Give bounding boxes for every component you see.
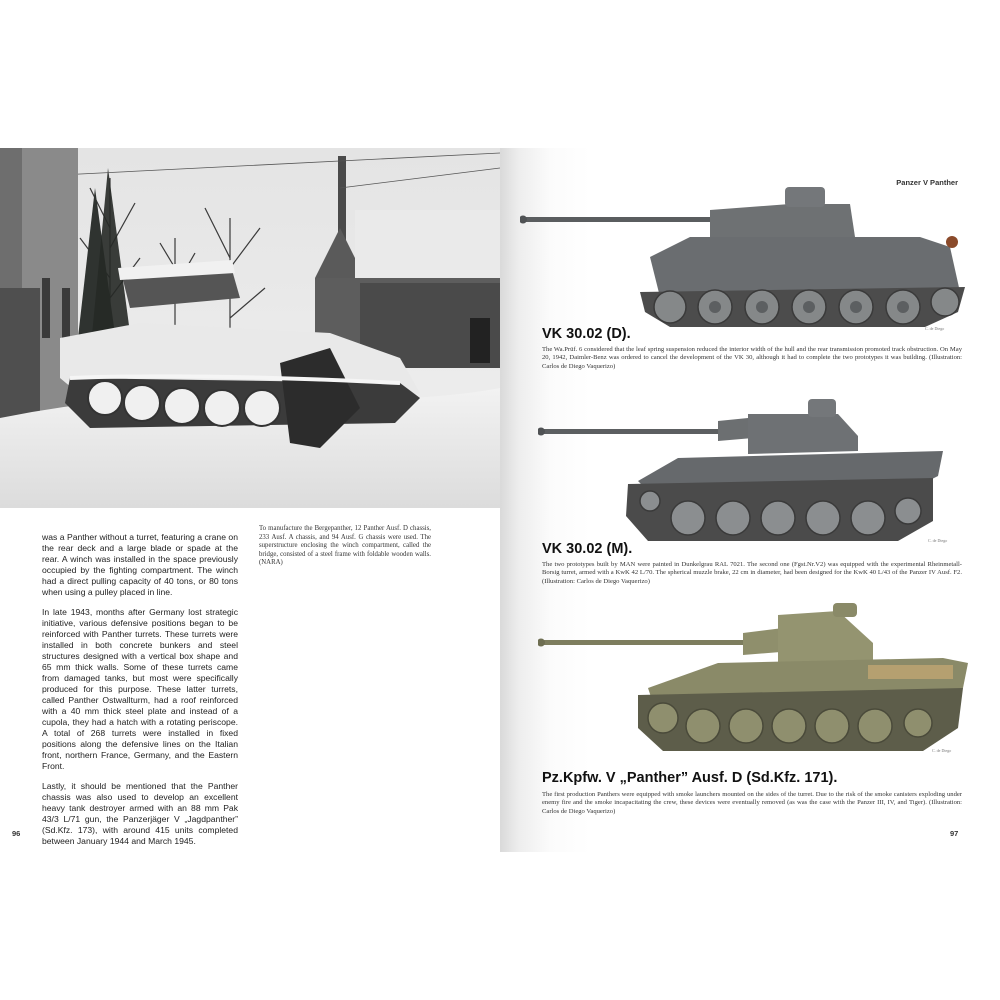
bergepanther-photo xyxy=(0,148,500,508)
body-paragraph: In late 1943, months after Germany lost strategic initiative, various defensive positions began to be reinforced with Panther turrets. These turrets were installed in both concrete bunkers and steel structures designed with a vertical box shape and 65 mm thick walls. Some of these turrets came from damaged tanks, but most were specifically produced for this purpose. These latter turrets, called Panther Ostwallturm, had a roof reinforced with a 40 mm thick steel plate and instead of a cupola, they had a hatch with a rotating periscope. A total of 268 turrets were installed in fixed positions along the defensive lines on the Italian front, northern France, Germany, and the Eastern Front. xyxy=(42,607,238,771)
tank-title-vk3002m: VK 30.02 (M). xyxy=(542,541,633,557)
body-text-column xyxy=(42,532,238,856)
page-number-right: 97 xyxy=(950,829,959,838)
right-page xyxy=(500,148,970,852)
left-page xyxy=(0,148,500,852)
running-header: Panzer V Panther xyxy=(896,178,958,187)
body-paragraph: was a Panther without a turret, featuring a crane on the rear deck and a large blade or spade at the rear. A winch was installed in the space previously occupied by the fighting compartment. The winch had a direct pulling capacity of 40 tons, or 80 tons when using a pulley placed in line. xyxy=(42,532,238,597)
tank-caption-vk3002d: The Wa.Prüf. 6 considered that the leaf spring suspension reduced the interior width of the hull and the rear transmission promoted track obstruction. On May 20, 1942, Daimler-Benz was ordered to cancel the development of the VK 30, although it had to complete the two prototypes it was building. (Illustration: Carlos de Diego Vaquerizo) xyxy=(542,346,962,370)
illustration-credit: C. de Diego xyxy=(928,538,948,543)
tank-title-panther-ausf-d: Pz.Kpfw. V „Panther” Ausf. D (Sd.Kfz. 171). xyxy=(542,770,838,786)
photo-caption: To manufacture the Bergepanther, 12 Panther Ausf. D chassis, 233 Ausf. A chassis, and 94 Ausf. G chassis were used. The superstructure enclosing the winch compartment, called the bridge, consisted of a steel frame with foldable wooden walls. (NARA) xyxy=(259,525,431,567)
tank-title-vk3002d: VK 30.02 (D). xyxy=(542,326,631,342)
book-spread xyxy=(0,148,1000,852)
body-paragraph: Lastly, it should be mentioned that the Panther chassis was also used to develop an excellent heavy tank destroyer armed with an 88 mm Pak 43/3 L/71 gun, the Panzerjäger V „Jagdpanther” (Sd.Kfz. 173), with around 415 units completed between January 1944 and March 1945. xyxy=(42,781,238,846)
page-number-left: 96 xyxy=(12,829,21,838)
illustration-credit: C. de Diego xyxy=(932,748,952,753)
tank-caption-vk3002m: The two prototypes built by MAN were painted in Dunkelgrau RAL 7021. The second one (Fgst.Nr.V2) was equipped with the experimental Rheinmetall-Borsig turret, armed with a KwK 42 L/70. The spherical muzzle brake, 22 cm in diameter, had been designed for the KwK 40 L/43 of the Panzer IV Ausf. F2. (Illustration: Carlos de Diego Vaquerizo) xyxy=(542,561,962,585)
illustration-credit: C. de Diego xyxy=(925,326,945,331)
tank-caption-panther-ausf-d: The first production Panthers were equipped with smoke launchers mounted on the sides of the turret. Due to the risk of the smoke canisters exploding under enemy fire and the smoke incapacitating the crew, these devices were eventually removed (as was the case with the Panzer III, IV, and Tiger). (Illustration: Carlos de Diego Vaquerizo) xyxy=(542,791,962,815)
tank-illustration-vk3002m xyxy=(538,396,963,551)
tank-illustration-panther-ausf-d xyxy=(538,603,970,758)
tank-illustration-vk3002d xyxy=(520,182,970,337)
